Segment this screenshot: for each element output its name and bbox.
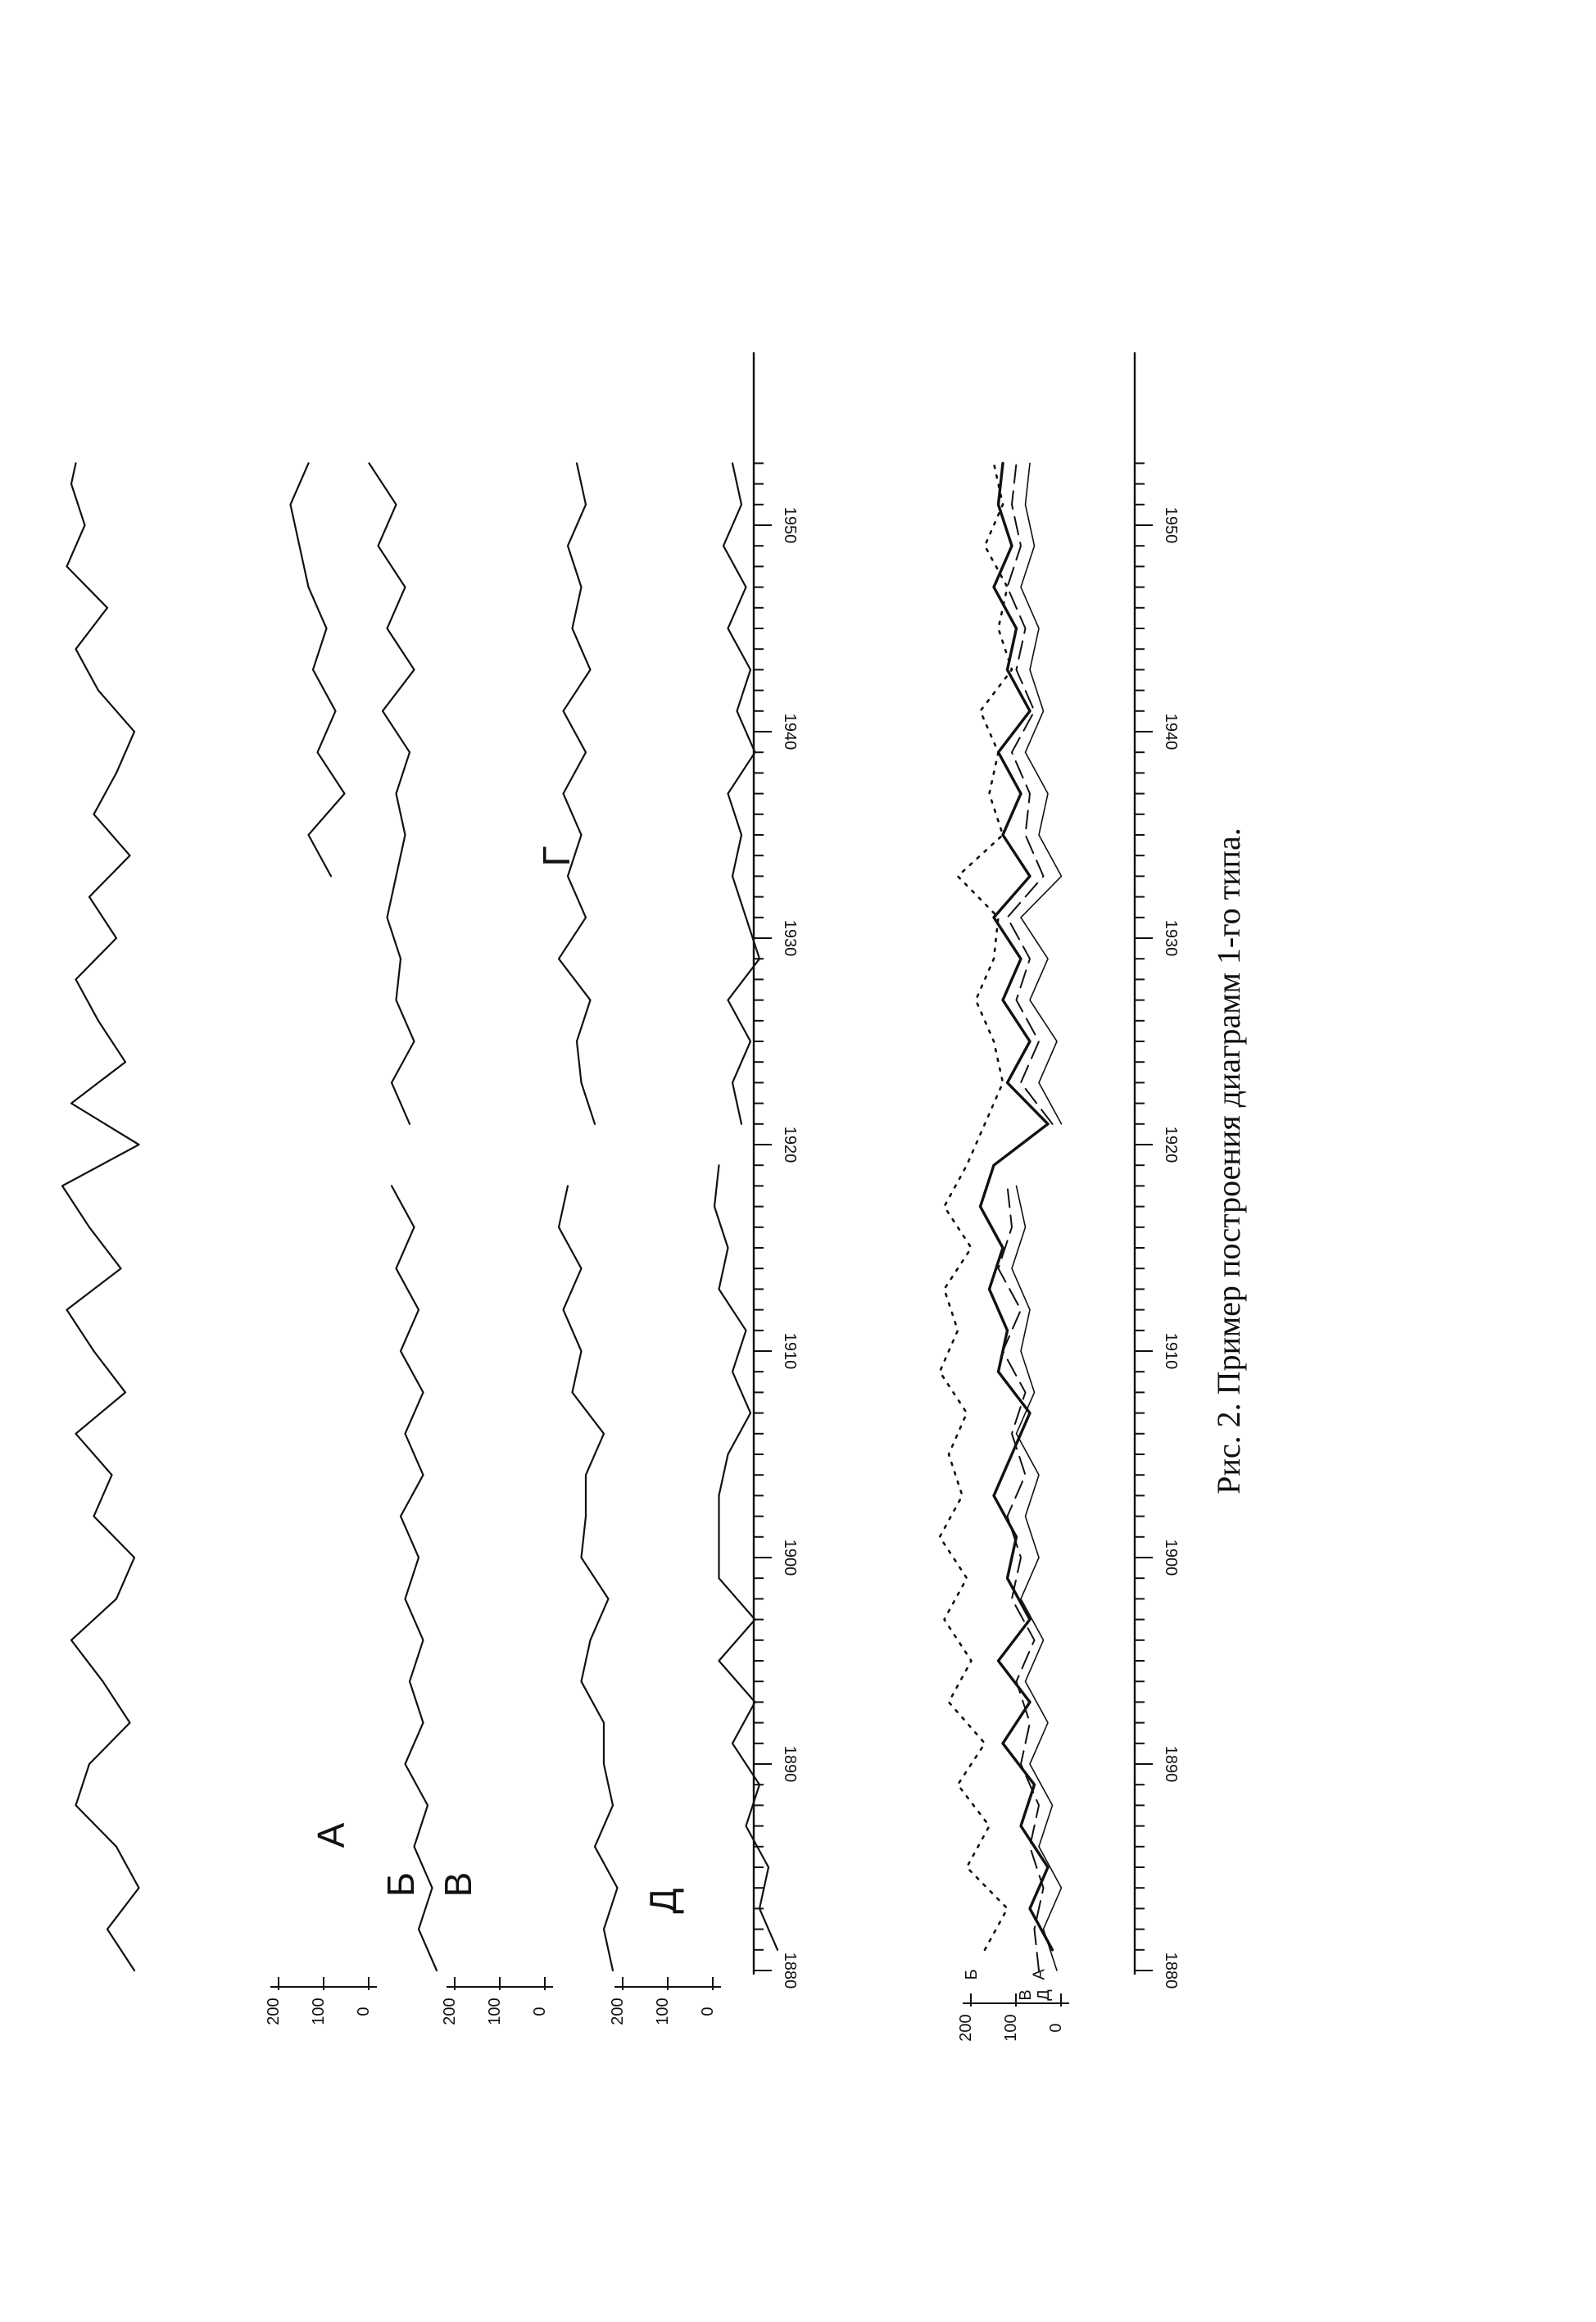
series-label: А [310,1822,352,1848]
year-tick-label: 1910 [1162,1332,1180,1370]
series-line-4 [291,463,345,876]
year-tick-label: 1940 [781,713,799,751]
series-line-1 [714,463,778,1949]
value-scale-label: 0 [699,2007,717,2016]
series-label: Д [1035,1989,1053,2001]
year-tick-label: 1910 [781,1332,799,1370]
value-scale-label: 100 [1002,2014,1020,2042]
series-line-2 [981,463,1053,1949]
year-tick-label: 1920 [1162,1126,1180,1163]
year-tick-label: 1890 [1162,1745,1180,1783]
series-label: Д [642,1888,684,1914]
value-scale-label: 0 [531,2007,549,2016]
year-tick-label: 1930 [781,919,799,957]
year-tick-label: 1900 [781,1539,799,1576]
year-tick-label: 1940 [1162,713,1180,751]
value-scale-label: 100 [310,1998,328,2025]
series-line-5 [62,463,139,1971]
year-tick-label: 1880 [1162,1952,1180,1989]
value-scale-label: 100 [654,1998,672,2025]
series-line-2 [559,463,618,1971]
series-line-1 [940,463,1012,1949]
value-scale-label: 200 [957,2014,975,2042]
series-label: Б [963,1969,981,1980]
value-scale-label: 200 [265,1998,283,2025]
series-label: В [1017,1989,1035,2001]
series-line-3 [999,463,1053,1971]
series-label: Б [379,1871,422,1898]
figure-caption: Рис. 2. Пример построения диаграмм 1-го типа. [1210,828,1247,1494]
value-scale-label: 200 [441,1998,459,2025]
value-scale-label: 0 [1047,2023,1065,2033]
year-tick-label: 1880 [781,1952,799,1989]
year-tick-label: 1890 [781,1745,799,1783]
series-label: Г [535,846,578,867]
series-label: В [437,1871,479,1898]
year-tick-label: 1950 [1162,506,1180,544]
series-line-3 [370,463,438,1971]
year-tick-label: 1920 [781,1126,799,1163]
value-scale-label: 100 [486,1998,504,2025]
year-tick-label: 1950 [781,506,799,544]
value-scale-label: 0 [355,2007,373,2016]
upper-diagram [62,352,799,2025]
value-scale-label: 200 [609,1998,627,2025]
series-label: А [1030,1969,1049,1980]
year-tick-label: 1930 [1162,919,1180,957]
lower-diagram [940,352,1180,2042]
year-tick-label: 1900 [1162,1539,1180,1576]
